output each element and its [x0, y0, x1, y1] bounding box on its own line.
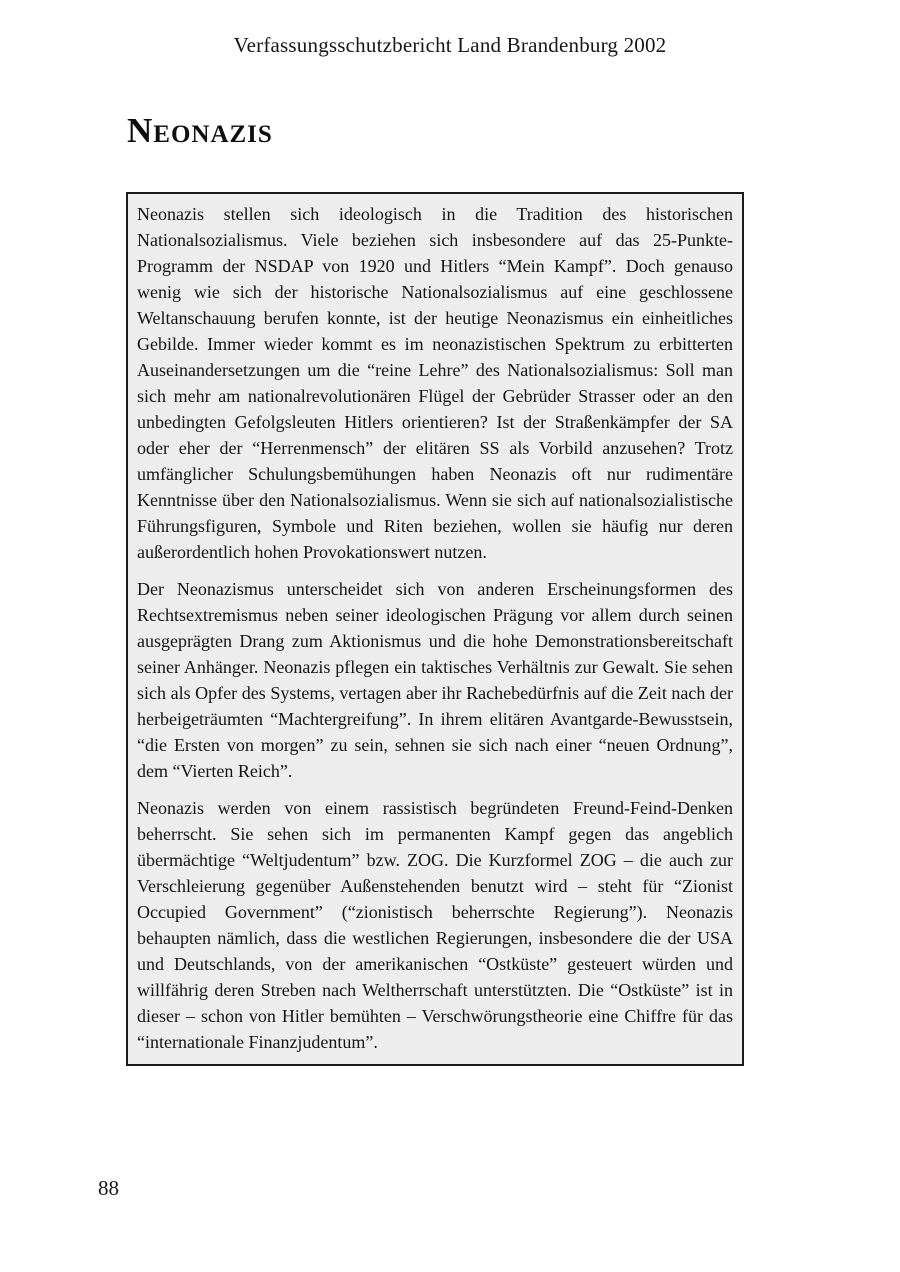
paragraph-zog: Neonazis werden von einem rassistisch begründeten Freund-Feind-Denken beherrscht. Sie sehen sich im permanenten Kampf gegen das angeblich übermächtige “Weltjudentum” bzw. ZOG. Die Kurzformel ZOG – die auch zur Verschleierung gegenüber Außenstehenden benutzt wird – steht für “Zionist Occupied Government” (“zionistisch beherrschte Regierung”). Neonazis behaupten nämlich, dass die westlichen Regierungen, insbesondere die der USA und Deutschlands, von der amerikanischen “Ostküste” gesteuert würden und willfährig deren Streben nach Weltherrschaft unterstützten. Die “Ostküste” ist in dieser – schon von Hitler bemühten – Verschwörungstheorie eine Chiffre für das “internationale Finanzjudentum”. [137, 798, 733, 1052]
running-header: Verfassungsschutzbericht Land Brandenburg 2002 [233, 33, 667, 57]
page-number: 88 [98, 1176, 119, 1200]
content-box [126, 192, 744, 1066]
paragraph-ideology: Neonazis stellen sich ideologisch in die Tradition des historischen Nationalsozialismus. Viele beziehen sich insbesondere auf das 25-Punkte-Programm der NSDAP von 1920 und Hitlers “Mein Kampf”. Doch genauso wenig wie sich der historische Nationalsozialismus auf eine geschlossene Weltanschauung berufen konnte, ist der heutige Neonazismus ein einheitliches Gebilde. Immer wieder kommt es im neonazistischen Spektrum zu erbitterten Auseinandersetzungen um die “reine Lehre” des Nationalsozialismus: Soll man sich mehr am nationalrevolutionären Flügel der Gebrüder Strasser oder an den unbedingten Gefolgsleuten Hitlers orientieren? Ist der Straßenkämpfer der SA oder eher der “Herrenmensch” der elitären SS als Vorbild anzusehen? Trotz umfänglicher Schulungsbemühungen haben Neonazis oft nur rudimentäre Kenntnisse über den Nationalsozialismus. Wenn sie sich auf nationalsozialistische Führungsfiguren, Symbole und Riten beziehen, wollen sie häufig nur deren außerordentlich hohen Provokationswert nutzen. [137, 204, 733, 562]
paragraph-actionism: Der Neonazismus unterscheidet sich von anderen Erscheinungsformen des Rechtsextremismus neben seiner ideologischen Prägung vor allem durch seinen ausgeprägten Drang zum Aktionismus und die hohe Demonstrationsbereitschaft seiner Anhänger. Neonazis pflegen ein taktisches Verhältnis zur Gewalt. Sie sehen sich als Opfer des Systems, vertagen aber ihr Rachebedürfnis auf die Zeit nach der herbeigeträumten “Machtergreifung”. In ihrem elitären Avantgarde-Bewusstsein, “die Ersten von morgen” zu sein, sehnen sie sich nach einer “neuen Ordnung”, dem “Vierten Reich”. [137, 579, 733, 781]
chapter-title: Neonazis [127, 111, 273, 150]
